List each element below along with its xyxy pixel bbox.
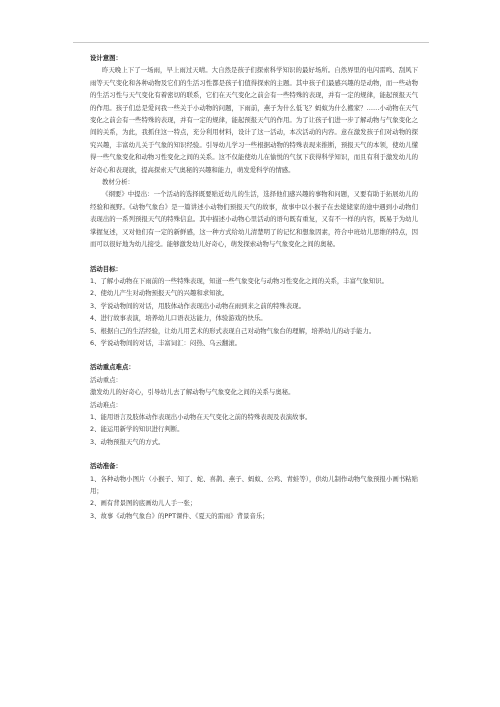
section-heading-design: 设计意图： xyxy=(90,54,122,62)
header-divider xyxy=(73,42,429,43)
prep-item: 1、各种动物小图片（小猴子、知了、蛇、喜鹊、燕子、蚂蚁、公鸡、青蛙等），供幼儿制作动物气象预报小画书粘贴用； xyxy=(90,474,418,495)
goal-item: 1、了解小动物在下雨前的一些特殊表现，知道一些气象变化与动物习性变化之间的关系，丰富气象知识。 xyxy=(90,276,389,285)
prep-item: 3、故事《动物气象台》的PPT课件、《夏天的雷雨》背景音乐； xyxy=(90,511,269,520)
difficulty-item: 3、动物预报天气的方式。 xyxy=(90,437,165,446)
prep-item: 2、画有背景图的底画幼儿人手一张； xyxy=(90,499,197,508)
paragraph-design-intent: 昨天晚上下了一场雨，早上雨过天晴。大自然是孩子们探索科学知识的最好场所。自然界里的电闪雷鸣、刮风下雨等天气变化和各种动物及它们的生活习性都是孩子们值得探索的主题。其中孩子们最感兴趣的是动物，而一些动物的生活习性与天气变化有着密切的联系，它们在天气变化之前会有一些特殊的表现，并有一定的规律，能起预报天气的作用。孩子们总是爱问我一些关于小动物的问题，下雨前，燕子为什么低飞？蚂蚁为什么搬家？……小动物在天气变化之前会有一些特殊的表现，并有一定的规律，能起预报天气的作用。为了让孩子们进一步了解动物与气象变化之间的关系，为此，我抓住这一特点，充分利用材料，设计了这一活动，本次活动的内容。意在激发孩子们对动物的探究兴趣，丰富幼儿关于气象的知识经验。引导幼儿学习一些根据动物的特殊表现来推断，预报天气的本领，使幼儿懂得一些气象变化和动物习性变化之间的关系。这不仅能使幼儿在愉悦的气氛下获得科学知识，而且有利于激发幼儿的好奇心和表现欲，提高探索天气奥秘的兴趣和能力，萌发爱科学的情感。 xyxy=(90,66,418,174)
paragraph-material-analysis-label: 教材分析： xyxy=(102,178,134,187)
difficulty-item: 2、能运用新学的知识进行判断。 xyxy=(90,425,184,434)
focus-text: 激发幼儿的好奇心，引导幼儿去了解动物与气象变化之间的关系与奥秘。 xyxy=(90,388,295,397)
section-heading-goals: 活动目标： xyxy=(90,264,122,273)
goal-item: 5、根据自己的生活经验，让幼儿用艺术的形式表现自己对动物气象台的理解，培养幼儿的动手能力。 xyxy=(90,326,376,335)
goal-item: 6、学说动物间的对话，丰富词汇：闷热、乌云翻滚。 xyxy=(90,338,242,347)
goal-item: 4、进行故事表演，培养幼儿口语表达能力，体验游戏的快乐。 xyxy=(90,314,267,323)
focus-label: 活动重点： xyxy=(90,375,122,384)
difficulty-label: 活动难点： xyxy=(90,400,122,409)
paragraph-material-analysis: 《纲要》中提出：一个活动的选择既要贴近幼儿的生活，选择他们感兴趣的事物和问题，又要有助于拓展幼儿的经验和视野。《动物气象台》是一篇讲述小动物们预报天气的故事，故事中以小猴子在去姥姥家的途中遇到小动物们表现出的一系列预报天气的特殊信息。其中描述小动物心里活动的语句既有重复，又有不一样的内容，既易于为幼儿掌握复述，又对他们有一定的新鲜感，这一种方式给幼儿清楚明了的记忆和想象因素，符合中班幼儿思维的特点，因而可以很好地为幼儿接受。能够激发幼儿好奇心，萌发探索动物与气象变化之间的奥秘。 xyxy=(90,190,418,249)
section-heading-prep: 活动准备： xyxy=(90,462,122,471)
section-heading-keypoints: 活动重点难点： xyxy=(90,363,135,372)
goal-item: 2、使幼儿产生对动物预报天气的兴趣和求知欲。 xyxy=(90,289,229,298)
goal-item: 3、学说动物间的对话，用肢体动作表现出小动物在雨到来之前的特殊表现。 xyxy=(90,301,305,310)
document-body xyxy=(90,52,418,522)
difficulty-item: 1、能用语言及肢体动作表现出小动物在天气变化之前的特殊表现及表演故事。 xyxy=(90,412,312,421)
